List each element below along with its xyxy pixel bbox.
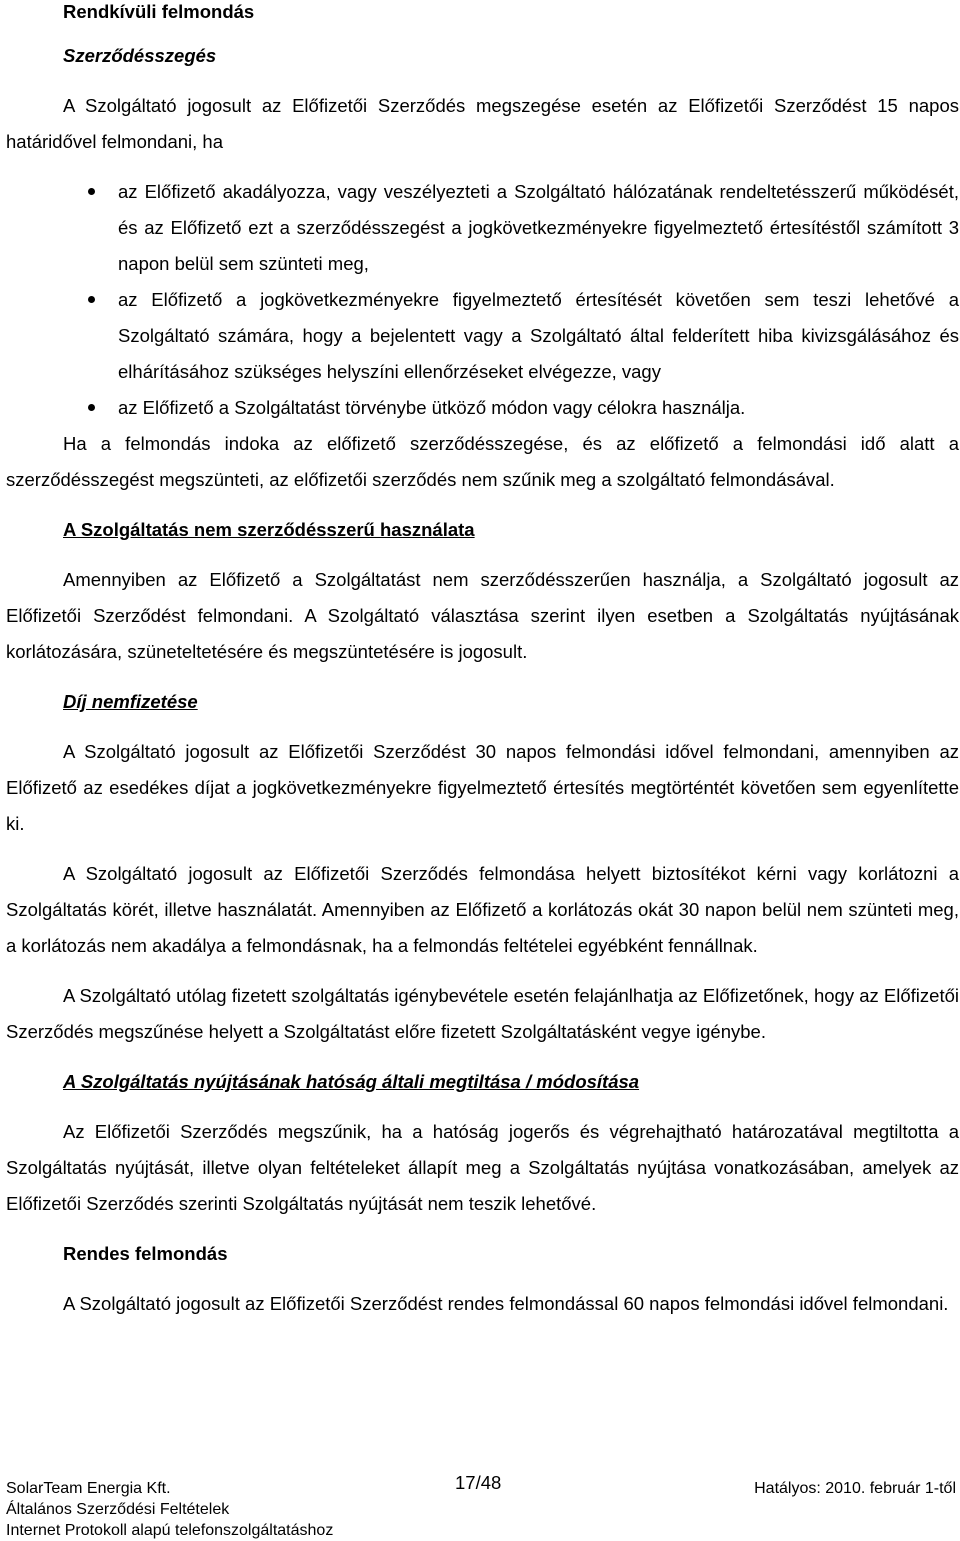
spacer (6, 548, 959, 562)
spacer (6, 1272, 959, 1286)
paragraph-nonpayment-1: A Szolgáltató jogosult az Előfizetői Szerződést 30 napos felmondási idővel felmondani, amennyiben az Előfizető az esedékes díjat a jogkövetkezményekre figyelmeztető értesítés megtörténtét követően sem egyenlítette ki. (6, 741, 959, 834)
spacer (6, 74, 959, 88)
heading-ordinary: Rendes felmondás (63, 1243, 228, 1264)
spacer (6, 670, 959, 684)
spacer (6, 1050, 959, 1064)
heading-breach: Szerződésszegés (63, 45, 217, 66)
spacer (6, 1100, 959, 1114)
spacer (6, 720, 959, 734)
paragraph-authority: Az Előfizetői Szerződés megszűnik, ha a hatóság jogerős és végrehajtható határozatával megtiltotta a Szolgáltatás nyújtását, illetve olyan feltételeket állapít meg a Szolgáltatás nyújtása vonatkozásában, amelyek az Előfizetői Szerződés szerinti Szolgáltatás nyújtását nem teszik lehetővé. (6, 1121, 959, 1214)
heading-misuse: A Szolgáltatás nem szerződésszerű használata (63, 519, 475, 540)
list-item: az Előfizető a jogkövetkezményekre figyelmeztető értesítését követően sem teszi lehetővé a Szolgáltató számára, hogy a bejelentett vagy a Szolgáltató által felderített hiba kivizsgálásához és elhárításához szükséges helyszíni ellenőrzéseket elvégezze, vagy (6, 282, 959, 390)
spacer (6, 842, 959, 856)
paragraph-ordinary: A Szolgáltató jogosult az Előfizetői Szerződést rendes felmondással 60 napos felmondási idővel felmondani. (63, 1293, 949, 1314)
paragraph-misuse: Amennyiben az Előfizető a Szolgáltatást nem szerződésszerűen használja, a Szolgáltató jogosult az Előfizetői Szerződést felmondani. A Szolgáltató választása szerint ilyen esetben a Szolgáltatás nyújtásának korlátozására, szüneteltetésére és megszüntetésére is jogosult. (6, 569, 959, 662)
footer-validity: Hatályos: 2010. február 1-től (754, 1480, 956, 1497)
list-item: az Előfizető a Szolgáltatást törvénybe ütköző módon vagy célokra használja. (6, 390, 959, 426)
list-item: az Előfizető akadályozza, vagy veszélyezteti a Szolgáltató hálózatának rendeltetésszerű működését, és az Előfizető ezt a szerződésszegést a jogkövetkezményekre figyelmeztető értesítéstől számított 3 napon belül sem szünteti meg, (6, 174, 959, 282)
paragraph-breach-intro: A Szolgáltató jogosult az Előfizetői Szerződés megszegése esetén az Előfizetői Szerződést 15 napos határidővel felmondani, ha (6, 95, 959, 152)
section-title: Rendkívüli felmondás (63, 1, 255, 22)
heading-authority: A Szolgáltatás nyújtásának hatóság általi megtiltása / módosítása (63, 1071, 640, 1092)
spacer (6, 160, 959, 174)
footer-doc-subtitle: Internet Protokoll alapú telefonszolgáltatáshoz (6, 1522, 334, 1539)
footer-page-number: 17/48 (455, 1472, 502, 1493)
paragraph-nonpayment-3: A Szolgáltató utólag fizetett szolgáltatás igénybevétele esetén felajánlhatja az Előfizetőnek, hogy az Előfizetői Szerződés megszűnése helyett a Szolgáltatást előre fizetett Szolgáltatásként vegye igénybe. (6, 985, 959, 1042)
spacer (6, 498, 959, 512)
footer-company: SolarTeam Energia Kft. (6, 1480, 171, 1497)
spacer (6, 964, 959, 978)
spacer (6, 1222, 959, 1236)
bullet-list-breach (6, 174, 959, 426)
document-body (6, 0, 959, 1322)
paragraph-breach-closing: Ha a felmondás indoka az előfizető szerződésszegése, és az előfizető a felmondási idő alatt a szerződésszegést megszünteti, az előfizetői szerződés nem szűnik meg a szolgáltató felmondásával. (6, 433, 959, 490)
footer-doc-title: Általános Szerződési Feltételek (6, 1501, 230, 1518)
heading-nonpayment: Díj nemfizetése (63, 691, 198, 712)
paragraph-nonpayment-2: A Szolgáltató jogosult az Előfizetői Szerződés felmondása helyett biztosítékot kérni vagy korlátozni a Szolgáltatás körét, illetve használatát. Amennyiben az Előfizető a korlátozás okát 30 napon belül nem szünteti meg, a korlátozás nem akadálya a felmondásnak, ha a felmondás feltételei egyébként fennállnak. (6, 863, 959, 956)
